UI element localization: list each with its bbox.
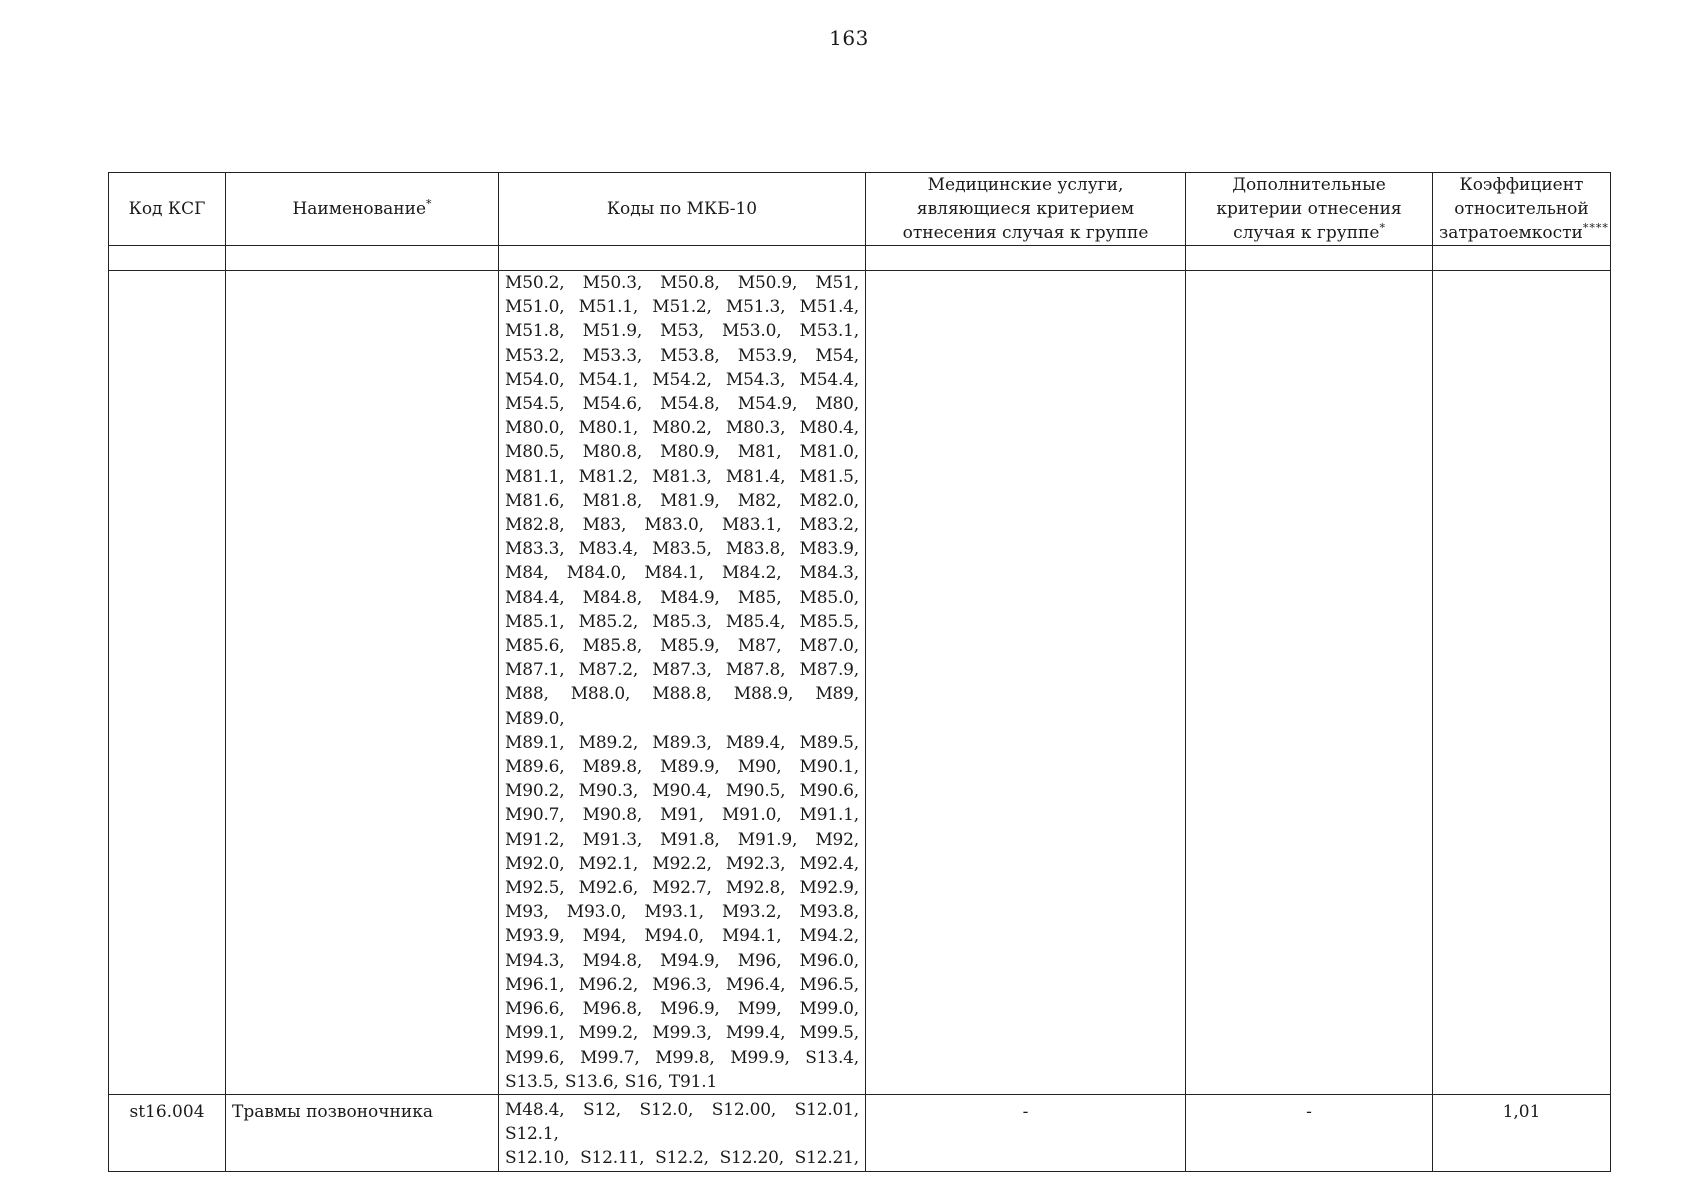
code-line: M96.1, M96.2, M96.3, M96.4, M96.5, (505, 974, 859, 995)
footnote-mark: **** (1582, 221, 1609, 235)
code-line: M90.7, M90.8, M91, M91.0, M91.1, (505, 805, 859, 826)
cell-criteria: - (1186, 1094, 1433, 1171)
code-line: M92.5, M92.6, M92.7, M92.8, M92.9, (505, 878, 859, 899)
cell-coefficient: 1,01 (1433, 1094, 1611, 1171)
code-line: M93.9, M94, M94.0, M94.1, M94.2, (505, 926, 859, 947)
code-line: M87.1, M87.2, M87.3, M87.8, M87.9, (505, 660, 859, 681)
header-services: Медицинские услуги, являющиеся критерием отнесения случая к группе (866, 173, 1186, 246)
code-line: M54.0, M54.1, M54.2, M54.3, M54.4, (505, 369, 859, 390)
header-coefficient: Коэффициент относительной затратоемкости**** (1433, 173, 1611, 246)
code-line: S13.5, S13.6, S16, T91.1 (505, 1071, 718, 1092)
table-row (109, 271, 1611, 1095)
cell-criteria (1186, 271, 1433, 1095)
code-line: M91.2, M91.3, M91.8, M91.9, M92, (505, 829, 859, 850)
code-line: M84, M84.0, M84.1, M84.2, M84.3, (505, 563, 859, 584)
page-number: 163 (829, 26, 869, 50)
code-line: M85.1, M85.2, M85.3, M85.4, M85.5, (505, 611, 859, 632)
cell-name (226, 271, 499, 1095)
ksg-table (108, 172, 1611, 1172)
cell-mkb-codes (499, 1094, 866, 1171)
spacer-cell (499, 246, 866, 271)
spacer-cell (226, 246, 499, 271)
code-line: M85.6, M85.8, M85.9, M87, M87.0, (505, 636, 859, 657)
code-line: M99.6, M99.7, M99.8, M99.9, S13.4, (505, 1047, 859, 1068)
header-name: Наименование* (226, 173, 499, 246)
code-line: M80.0, M80.1, M80.2, M80.3, M80.4, (505, 418, 859, 439)
cell-code (109, 271, 226, 1095)
code-line: M53.2, M53.3, M53.8, M53.9, M54, (505, 345, 859, 366)
spacer-cell (109, 246, 226, 271)
spacer-cell (866, 246, 1186, 271)
table-header-row (109, 173, 1611, 246)
header-mkb-codes: Коды по МКБ-10 (499, 173, 866, 246)
code-line: M82.8, M83, M83.0, M83.1, M83.2, (505, 515, 859, 536)
cell-services: - (866, 1094, 1186, 1171)
code-line: M90.2, M90.3, M90.4, M90.5, M90.6, (505, 781, 859, 802)
code-line: M99.1, M99.2, M99.3, M99.4, M99.5, (505, 1023, 859, 1044)
cell-name: Травмы позвоночника (226, 1094, 499, 1171)
header-code: Код КСГ (109, 173, 226, 246)
code-line: M92.0, M92.1, M92.2, M92.3, M92.4, (505, 853, 859, 874)
code-line: M51.8, M51.9, M53, M53.0, M53.1, (505, 321, 859, 342)
code-line: M88, M88.0, M88.8, M88.9, M89, M89.0, (505, 684, 859, 729)
spacer-cell (1433, 246, 1611, 271)
code-line: M89.6, M89.8, M89.9, M90, M90.1, (505, 757, 859, 778)
spacer-cell (1186, 246, 1433, 271)
code-line: M51.0, M51.1, M51.2, M51.3, M51.4, (505, 297, 859, 318)
code-line: S12.10, S12.11, S12.2, S12.20, S12.21, (505, 1148, 859, 1169)
table-row (109, 1094, 1611, 1171)
cell-services (866, 271, 1186, 1095)
code-line: M81.6, M81.8, M81.9, M82, M82.0, (505, 490, 859, 511)
code-line: M96.6, M96.8, M96.9, M99, M99.0, (505, 999, 859, 1020)
header-criteria: Дополнительные критерии отнесения случая к группе* (1186, 173, 1433, 246)
code-line: M81.1, M81.2, M81.3, M81.4, M81.5, (505, 466, 859, 487)
code-line: M84.4, M84.8, M84.9, M85, M85.0, (505, 587, 859, 608)
code-line: M83.3, M83.4, M83.5, M83.8, M83.9, (505, 539, 859, 560)
code-line: M93, M93.0, M93.1, M93.2, M93.8, (505, 902, 859, 923)
cell-coefficient (1433, 271, 1611, 1095)
cell-mkb-codes (499, 271, 866, 1095)
code-line: M48.4, S12, S12.0, S12.00, S12.01, S12.1, (505, 1099, 859, 1145)
code-line: M94.3, M94.8, M94.9, M96, M96.0, (505, 950, 859, 971)
cell-code: st16.004 (109, 1094, 226, 1171)
code-line: M54.5, M54.6, M54.8, M54.9, M80, (505, 394, 859, 415)
footnote-mark: * (1379, 221, 1385, 235)
footnote-mark: * (426, 197, 432, 211)
code-line: M80.5, M80.8, M80.9, M81, M81.0, (505, 442, 859, 463)
code-line: M89.1, M89.2, M89.3, M89.4, M89.5, (505, 732, 859, 753)
code-line: M50.2, M50.3, M50.8, M50.9, M51, (505, 273, 859, 293)
table-spacer-row (109, 246, 1611, 271)
